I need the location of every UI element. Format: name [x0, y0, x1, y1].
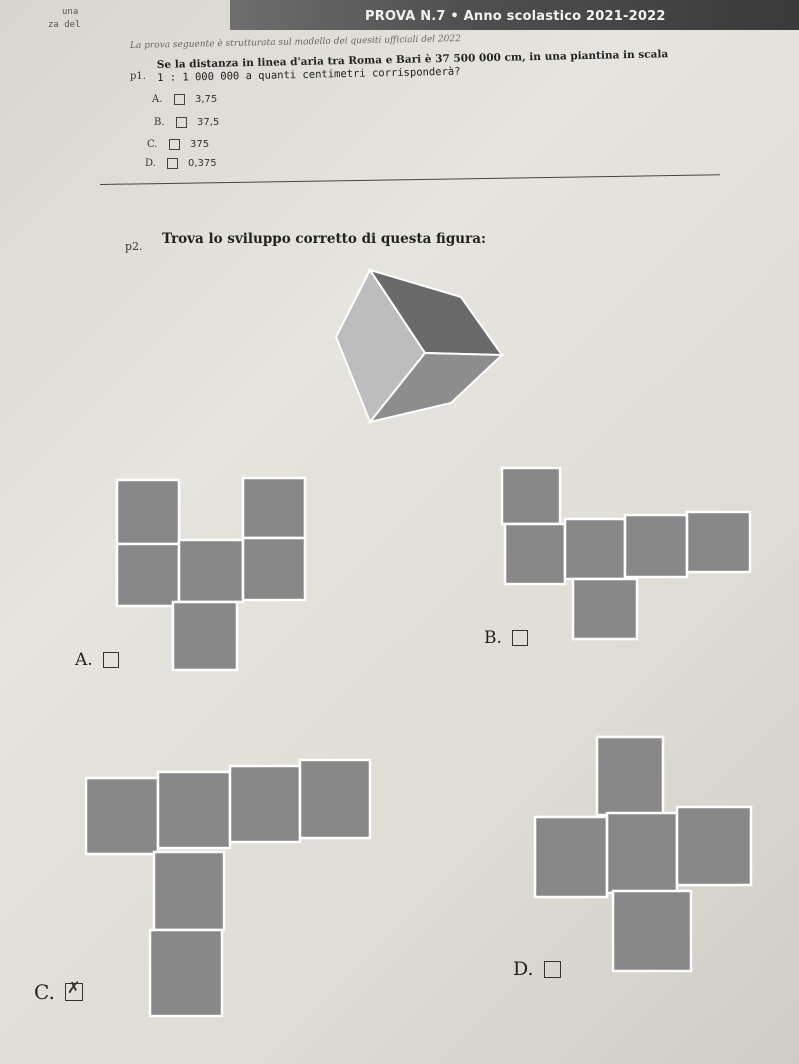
answer-d[interactable] — [513, 958, 561, 980]
check-mark-icon: ✗ — [66, 978, 81, 997]
answer-a-checkbox[interactable] — [103, 652, 119, 668]
net-tile — [243, 538, 305, 600]
net-tile — [613, 891, 691, 971]
net-tile — [687, 512, 750, 572]
net-d — [533, 735, 758, 980]
answer-b[interactable] — [484, 628, 528, 648]
net-tile — [173, 602, 237, 670]
checkbox[interactable] — [176, 117, 187, 128]
net-tile — [300, 760, 370, 838]
net-tile — [677, 807, 751, 885]
net-tile — [158, 772, 230, 848]
option-letter: B. — [154, 117, 165, 128]
option-letter: C. — [147, 139, 158, 150]
q1-number: p1. — [130, 71, 146, 82]
answer-c[interactable] — [34, 980, 83, 1004]
net-tile — [535, 817, 607, 897]
answer-d-checkbox[interactable] — [544, 961, 561, 978]
net-tile — [565, 519, 625, 579]
net-tile — [243, 478, 305, 538]
net-tile — [179, 540, 243, 602]
option-value: 3,75 — [195, 94, 218, 105]
corner-text-top: una — [62, 7, 79, 17]
net-tile — [597, 737, 663, 815]
answer-b-checkbox[interactable] — [512, 630, 528, 646]
net-tile — [154, 852, 224, 930]
option-value: 0,375 — [188, 158, 217, 169]
q1-text — [157, 48, 669, 85]
divider — [100, 174, 720, 185]
net-tile — [505, 524, 565, 584]
answer-c-checkbox[interactable] — [65, 978, 83, 1001]
cube-figure — [330, 265, 510, 430]
answer-letter: B. — [484, 628, 502, 648]
net-b — [500, 465, 755, 645]
net-tile — [117, 480, 179, 544]
net-tile — [117, 544, 179, 606]
answer-letter: A. — [75, 650, 93, 670]
net-tile — [502, 468, 560, 524]
answer-letter: C. — [34, 980, 55, 1004]
net-c — [84, 758, 379, 1023]
answer-a[interactable] — [75, 650, 119, 670]
subtitle: La prova seguente è strutturata sul modello dei quesiti ufficiali del 2022 — [129, 34, 462, 51]
q1-option-a[interactable] — [152, 94, 217, 105]
option-letter: A. — [152, 94, 163, 105]
q2-number: p2. — [125, 240, 143, 253]
answer-letter: D. — [513, 958, 534, 980]
q2-text: Trova lo sviluppo corretto di questa figura: — [162, 231, 486, 247]
checkbox[interactable] — [169, 139, 180, 150]
net-tile — [150, 930, 222, 1016]
corner-text-bottom: za del — [48, 20, 81, 30]
checkbox[interactable] — [167, 158, 178, 169]
option-letter: D. — [145, 158, 156, 169]
q1-text-line1: Se la distanza in linea d'aria tra Roma e Bari è 37 500 000 cm, in una piantina in scala — [156, 48, 669, 72]
q1-option-c[interactable] — [147, 139, 209, 150]
q1-option-b[interactable] — [154, 117, 219, 128]
net-tile — [573, 579, 637, 639]
option-value: 375 — [190, 139, 210, 150]
checkbox[interactable] — [174, 94, 185, 105]
net-tile — [86, 778, 158, 854]
net-tile — [625, 515, 687, 577]
net-tile — [230, 766, 300, 842]
page-title: PROVA N.7 • Anno scolastico 2021-2022 — [365, 9, 666, 24]
net-a — [115, 476, 315, 676]
option-value: 37,5 — [197, 117, 220, 128]
q1-option-d[interactable] — [145, 158, 217, 169]
net-tile — [607, 813, 677, 893]
q1-text-line2: 1 : 1 000 000 a quanti centimetri corrisponderà? — [157, 65, 461, 84]
